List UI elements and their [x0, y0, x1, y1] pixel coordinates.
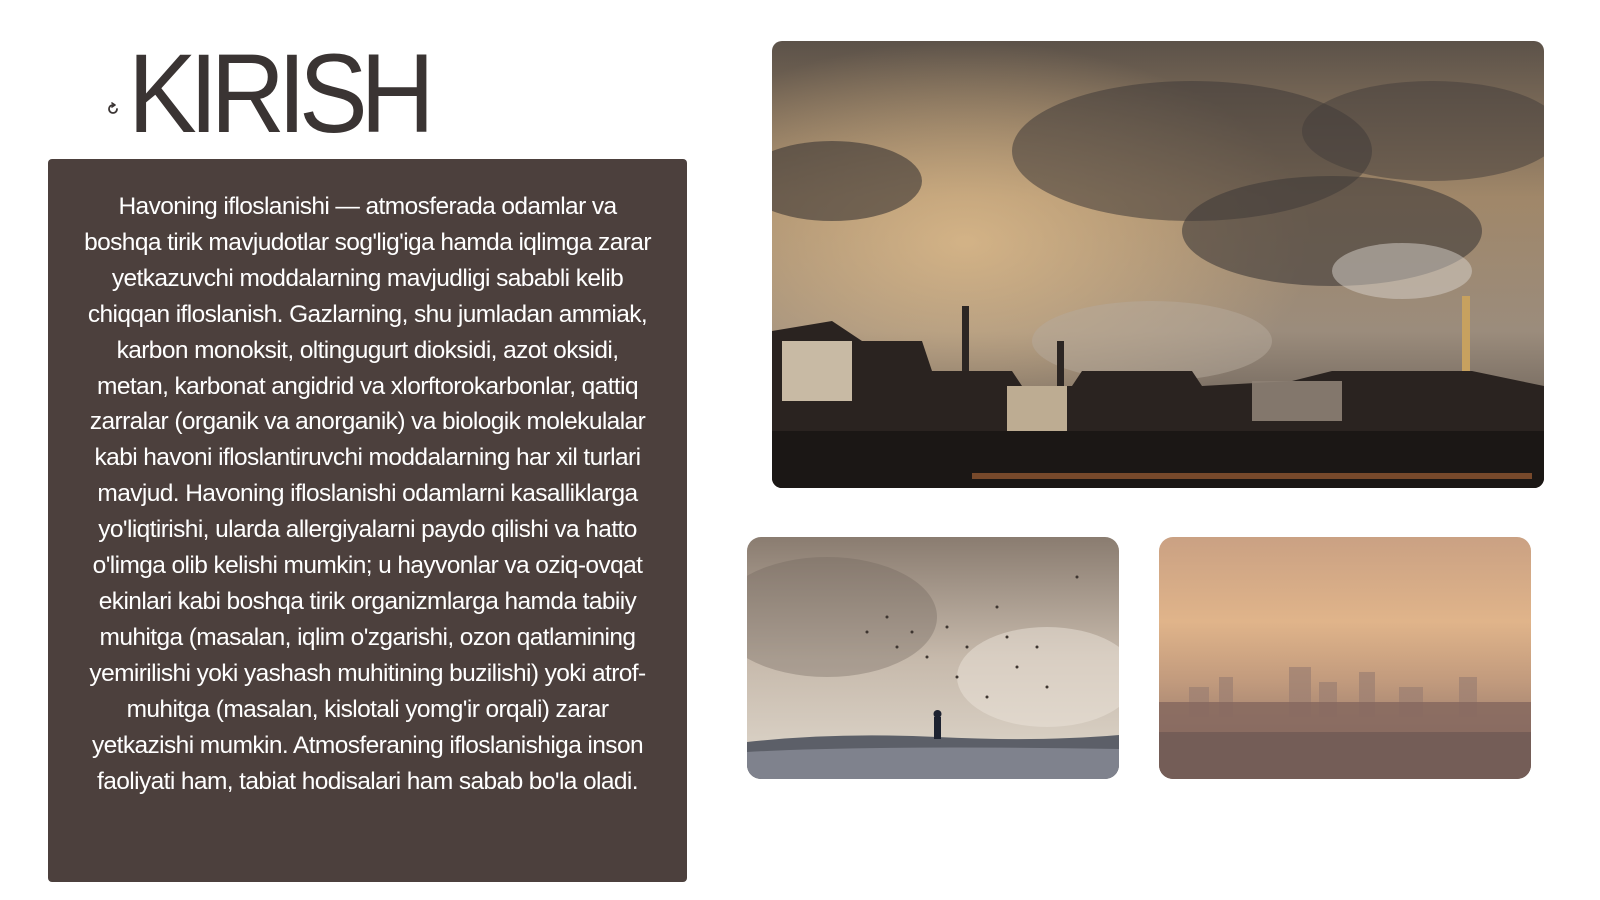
reload-icon [106, 102, 120, 116]
page-title: KIRISH [128, 31, 428, 156]
intro-text-card [48, 159, 687, 882]
landfill-birds-photo [747, 537, 1119, 779]
smoggy-city-photo [1159, 537, 1531, 779]
factory-smoke-photo [772, 41, 1544, 488]
title-area [106, 31, 453, 156]
intro-body-text: Havoning ifloslanishi — atmosferada odamlar va boshqa tirik mavjudotlar sog'lig'iga hamda iqlimga zarar yetkazuvchi moddalarning mavjudligi sababli kelib chiqqan ifloslanish. Gazlarning, shu jumladan ammiak, karbon monoksit, oltingugurt dioksidi, azot oksidi, metan, karbonat angidrid va xlorftorokarbonlar, qattiq zarralar (organik va anorganik) va biologik molekulalar kabi havoni ifloslantiruvchi moddalarning har xil turlari mavjud. Havoning ifloslanishi odamlarni kasalliklarga yo'liqtirishi, ularda allergiyalarni paydo qilishi va hatto o'limga olib kelishi mumkin; u hayvonlar va oziq-ovqat ekinlari kabi boshqa tirik organizmlarga hamda tabiiy muhitga (masalan, iqlim o'zgarishi, ozon qatlamining yemirilishi yoki yashash muhitining buzilishi) yoki atrof-muhitga (masalan, kislotali yomg'ir orqali) zarar yetkazishi mumkin. Atmosferaning ifloslanishiga inson faoliyati ham, tabiat hodisalari ham sabab bo'la oladi. [84, 193, 651, 795]
